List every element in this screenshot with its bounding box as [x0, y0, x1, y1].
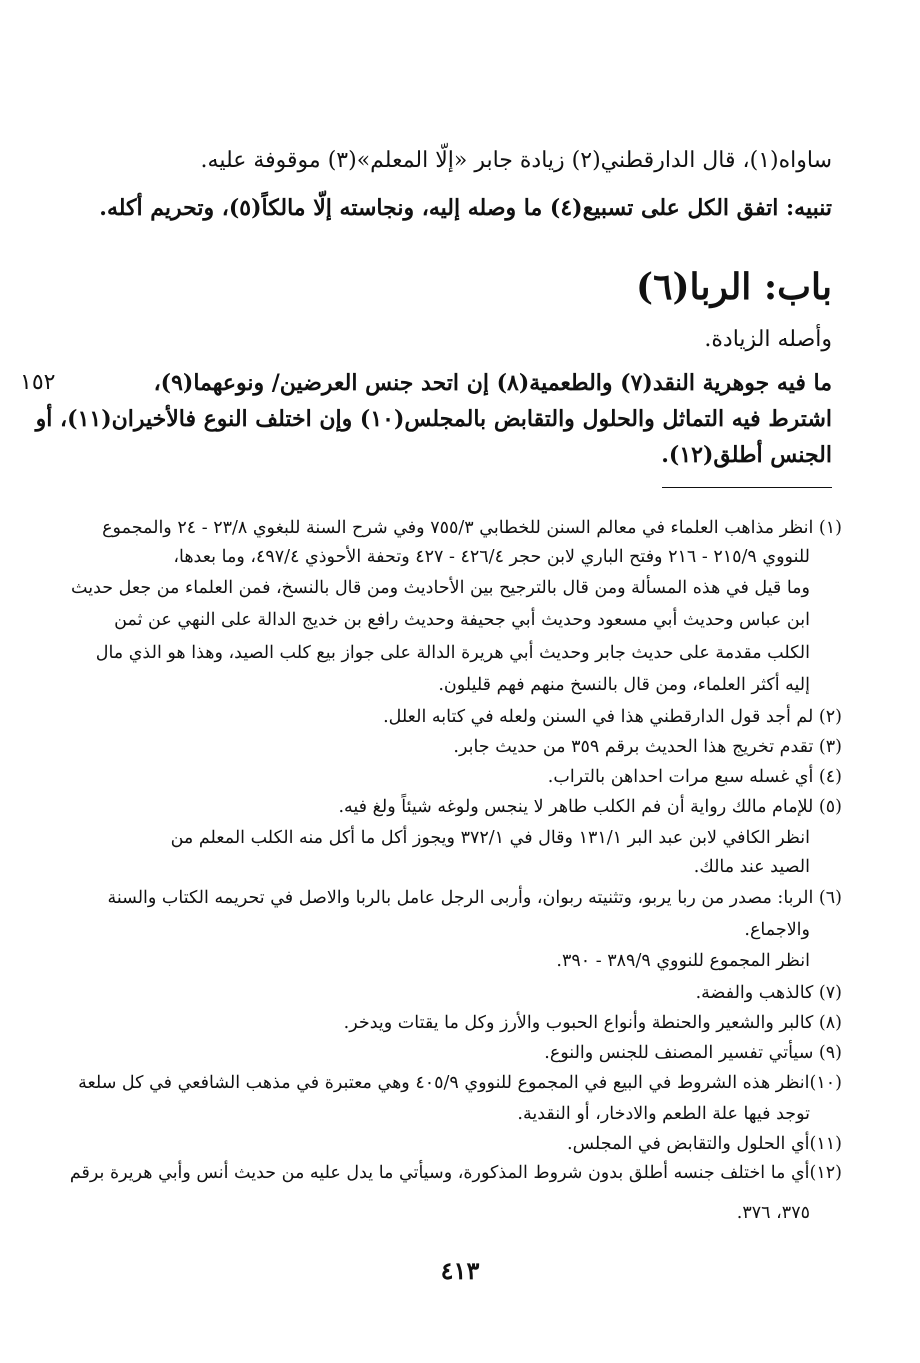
footnote-line: (١٢)أي ما اختلف جنسه أطلق بدون شروط المذكورة، وسيأتي ما يدل عليه من حديث أنس وأبي هريرة برقم — [69, 1163, 842, 1183]
margin-page-reference: ١٥٢ — [20, 370, 56, 395]
footnote-line: (١٠)انظر هذه الشروط في البيع في المجموع للنووي ٤٠٥/٩ وهي معتبرة في مذهب الشافعي في كل سلعة — [78, 1073, 842, 1093]
footnote-line: والاجماع. — [744, 920, 810, 940]
footnote-line: (٢) لم أجد قول الدارقطني هذا في السنن ولعله في كتابه العلل. — [383, 707, 842, 727]
main-text-line-3: وأصله الزيادة. — [704, 327, 832, 352]
footnote-divider — [662, 487, 832, 488]
main-text-line-6: الجنس أطلق(١٢). — [661, 442, 832, 468]
footnote-line: إليه أكثر العلماء، ومن قال بالنسخ منهم فهم قليلون. — [438, 675, 810, 695]
main-text-line-1: ساواه(١)، قال الدارقطني(٢) زيادة جابر «إلّا المعلم»(٣) موقوفة عليه. — [200, 148, 832, 173]
footnote-line: (١١)أي الحلول والتقابض في المجلس. — [567, 1134, 842, 1154]
footnote-line: انظر الكافي لابن عبد البر ١٣١/١ وقال في ٣٧٢/١ ويجوز أكل ما أكل منه الكلب المعلم من — [170, 828, 810, 848]
main-text-line-2: تنبيه: اتفق الكل على تسبيع(٤) ما وصله إليه، ونجاسته إلّا مالكاً(٥)، وتحريم أكله. — [99, 195, 832, 221]
footnote-line: ابن عباس وحديث أبي مسعود وحديث أبي جحيفة وحديث رافع بن خديج الدالة على النهي عن ثمن — [114, 610, 810, 630]
footnote-line: الصيد عند مالك. — [693, 857, 810, 877]
footnote-line: (٦) الربا: مصدر من ربا يربو، وتثنيته ربوان، وأربى الرجل عامل بالربا والاصل في تحريمه الكتاب والسنة — [107, 888, 842, 908]
footnote-line: (٩) سيأتي تفسير المصنف للجنس والنوع. — [544, 1043, 842, 1063]
footnote-line: (٧) كالذهب والفضة. — [695, 983, 842, 1003]
footnote-line: انظر المجموع للنووي ٣٨٩/٩ - ٣٩٠. — [556, 951, 810, 971]
page-number: ٤١٣ — [440, 1256, 480, 1285]
main-text-line-5: اشترط فيه التماثل والحلول والتقابض بالمجلس(١٠) وإن اختلف النوع فالأخيران(١١)، أو — [35, 406, 832, 432]
footnote-line: (١) انظر مذاهب العلماء في معالم السنن للخطابي ٧٥٥/٣ وفي شرح السنة للبغوي ٢٣/٨ - ٢٤ والمجموع — [102, 518, 842, 538]
footnote-line: (٣) تقدم تخريج هذا الحديث برقم ٣٥٩ من حديث جابر. — [453, 737, 842, 757]
footnote-line: (٥) للإمام مالك رواية أن فم الكلب طاهر لا ينجس ولوغه شيئاً ولغ فيه. — [338, 797, 842, 817]
chapter-title: باب: الربا(٦) — [636, 266, 832, 308]
footnote-line: (٨) كالبر والشعير والحنطة وأنواع الحبوب والأرز وكل ما يقتات ويدخر. — [343, 1013, 842, 1033]
footnote-line: وما قيل في هذه المسألة ومن قال بالترجيح بين الأحاديث ومن قال بالنسخ، فمن العلماء من جعل حديث — [71, 578, 810, 598]
footnote-line: الكلب مقدمة على حديث جابر وحديث أبي هريرة الدالة على جواز بيع كلب الصيد، وهذا هو الذي مال — [95, 643, 810, 663]
main-text-line-4: ما فيه جوهرية النقد(٧) والطعمية(٨) إن اتحد جنس العرضين/ ونوعهما(٩)، — [153, 370, 832, 396]
footnote-line: ٣٧٥، ٣٧٦. — [736, 1203, 810, 1223]
footnote-line: للنووي ٢١٥/٩ - ٢١٦ وفتح الباري لابن حجر ٤٢٦/٤ - ٤٢٧ وتحفة الأحوذي ٤٩٧/٤، وما بعدها، — [173, 547, 810, 567]
footnote-line: (٤) أي غسله سبع مرات احداهن بالتراب. — [547, 767, 842, 787]
footnote-line: توجد فيها علة الطعم والادخار، أو النقدية. — [517, 1104, 810, 1124]
